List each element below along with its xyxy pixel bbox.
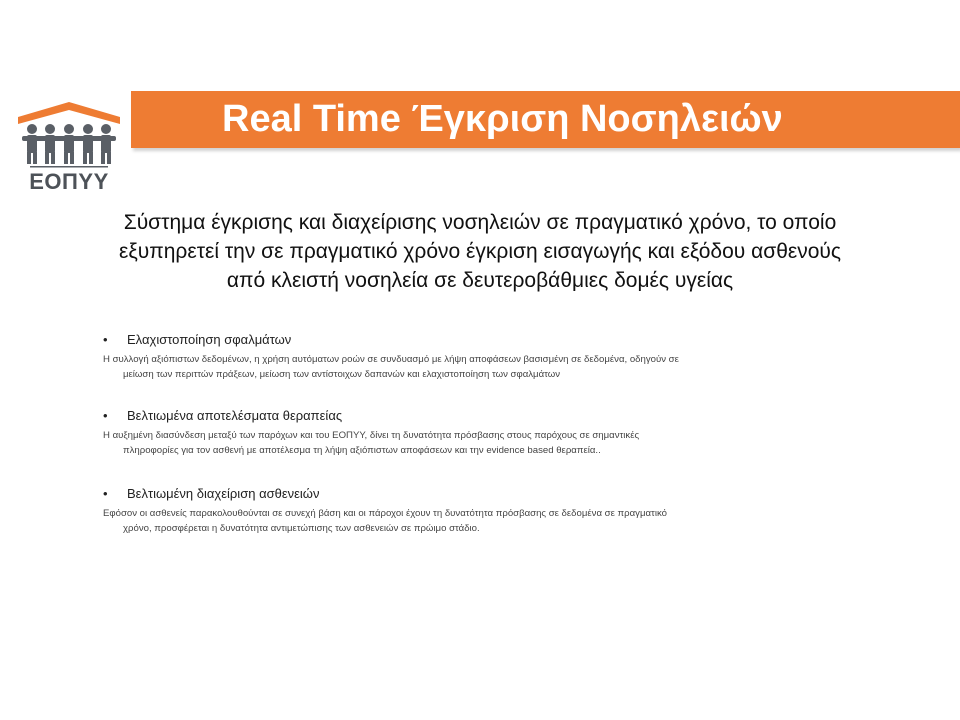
- intro-line: Σύστημα έγκρισης και διαχείρισης νοσηλειών σε πραγματικό χρόνο, το οποίο: [123, 211, 837, 234]
- list-item-title: Βελτιωμένη διαχείριση ασθενειών: [127, 486, 320, 501]
- logo-people-icon: [14, 100, 124, 170]
- bullet-icon: •: [103, 408, 108, 423]
- list-item-description: [103, 506, 863, 536]
- list-item-title: Ελαχιστοποίηση σφαλμάτων: [127, 332, 292, 347]
- description-line: μείωση των περιττών πράξεων, μείωση των αντίστοιχων δαπανών και ελαχιστοποίηση των σφαλμάτων: [123, 369, 561, 380]
- intro-line: από κλειστή νοσηλεία σε δευτεροβάθμιες δομές υγείας: [226, 269, 734, 292]
- page-title: Real Time Έγκριση Νοσηλειών: [222, 98, 783, 140]
- intro-line: εξυπηρετεί την σε πραγματικό χρόνο έγκριση εισαγωγής και εξόδου ασθενούς: [118, 240, 842, 263]
- description-line: Η αυξημένη διασύνδεση μεταξύ των παρόχων και του ΕΟΠΥΥ, δίνει τη δυνατότητα πρόσβασης στους παρόχους σε σημαντικές: [103, 430, 640, 441]
- logo-roof-shape: [18, 102, 120, 124]
- eopyy-logo: [14, 100, 124, 196]
- title-bar: [131, 91, 960, 148]
- list-item: [103, 330, 863, 382]
- description-line: πληροφορίες για τον ασθενή με αποτέλεσμα τη λήψη αξιόπιστων αποφάσεων και την evidence based θεραπεία..: [123, 445, 601, 456]
- logo-figures: [22, 124, 116, 168]
- list-item-description: [103, 352, 863, 382]
- description-line: Η συλλογή αξιόπιστων δεδομένων, η χρήση αυτόματων ροών σε συνδυασμό με λήψη αποφάσεων βασισμένη σε δεδομένα, οδηγούν σε: [103, 354, 679, 365]
- logo-wordmark: ΕΟΠΥΥ: [29, 169, 109, 194]
- bullet-icon: •: [103, 332, 108, 347]
- list-item: [103, 406, 863, 458]
- intro-paragraph: [40, 208, 920, 295]
- bullet-icon: •: [103, 486, 108, 501]
- list-item: [103, 484, 863, 536]
- list-item-description: [103, 428, 863, 458]
- description-line: Εφόσον οι ασθενείς παρακολουθούνται σε συνεχή βάση και οι πάροχοι έχουν τη δυνατότητα πρόσβασης σε δεδομένα σε πραγματικό: [103, 508, 667, 519]
- description-line: χρόνο, προσφέρεται η δυνατότητα αντιμετώπισης των ασθενειών σε πρώιμο στάδιο.: [123, 523, 480, 534]
- list-item-title: Βελτιωμένα αποτελέσματα θεραπείας: [127, 408, 343, 423]
